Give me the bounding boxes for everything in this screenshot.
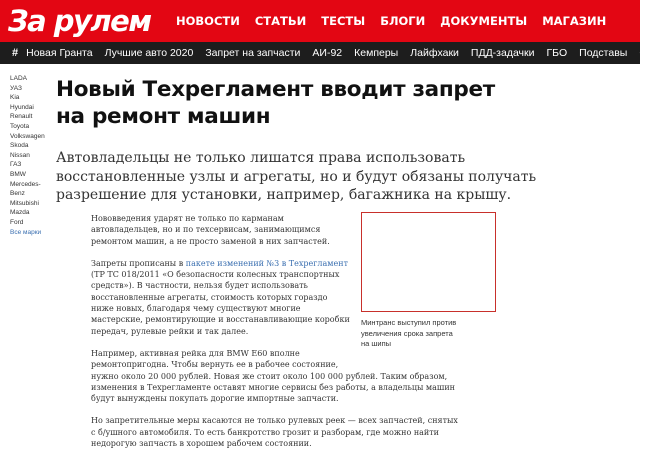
text-line: восстановленные агрегаты, стоимость которых гораздо: [91, 292, 328, 302]
tag-link[interactable]: Запрет на запчасти: [205, 47, 301, 59]
paragraph: [91, 348, 456, 404]
article-lead: [56, 149, 596, 205]
tag-link[interactable]: Подставы: [579, 47, 628, 59]
tag-link[interactable]: Лучшие авто 2020: [104, 47, 194, 59]
nav-item-articles[interactable]: СТАТЬИ: [254, 14, 307, 28]
tag-link[interactable]: Кемперы: [354, 47, 399, 59]
caption-line: на шипы: [361, 339, 392, 348]
caption-line: увеличения срока запрета: [361, 328, 453, 338]
nav-item-blogs[interactable]: БЛОГИ: [380, 14, 426, 28]
tag-link[interactable]: АИ-92: [312, 47, 343, 59]
sidebar-brand-link[interactable]: ГАЗ: [10, 161, 22, 169]
article-title-line: Новый Техрегламент вводит запрет: [56, 77, 495, 102]
tag-link[interactable]: Св: [639, 47, 653, 59]
text-line: Нововведения ударят не только по карманам: [91, 214, 284, 223]
text-line: изменения в Техрегламенте оставят многие сервисы без работы, а владельцы машин: [91, 382, 456, 392]
sidebar-brand-link[interactable]: Renault: [10, 113, 33, 121]
tech-regulation-link[interactable]: пакете изменений №3 в Техрегламент: [185, 258, 348, 268]
tags-bar: [0, 42, 653, 64]
related-article-image[interactable]: [361, 212, 496, 312]
paragraph: [91, 213, 359, 247]
top-header: [0, 0, 640, 42]
lead-line: Автовладельцы не только лишатся права использовать: [56, 150, 466, 166]
text-line: ремонтопригодна. Чтобы вернуть ее в рабочее состояние,: [91, 360, 339, 370]
brands-sidebar: [10, 74, 50, 237]
sidebar-brand-link[interactable]: LADA: [10, 75, 27, 82]
text-line: средств»). В частности, нельзя будет использовать: [91, 281, 308, 291]
paragraph: [91, 415, 458, 449]
text-line: Запреты прописаны в: [91, 258, 186, 268]
text-line: Но запретительные меры касаются не только рулевых реек — всех запчастей, снятых: [91, 416, 458, 426]
text-line: Например, активная рейка для BMW E60 вполне: [91, 348, 300, 358]
text-line: нужно около 20 000 рублей. Новая же стоит около 100 000 рублей. Таким образом,: [91, 371, 448, 381]
main-nav: [176, 0, 621, 42]
sidebar-brand-link[interactable]: Volkswagen: [10, 132, 45, 140]
lead-line: разрешение для установки, например, багажника на крышу.: [56, 187, 512, 203]
sidebar-brand-link[interactable]: Mitsubishi: [10, 199, 39, 207]
related-article-caption[interactable]: [361, 318, 496, 350]
tag-link[interactable]: Лайфхаки: [410, 47, 459, 59]
sidebar-brand-link[interactable]: Mazda: [10, 209, 30, 217]
sidebar-brand-link[interactable]: Hyundai: [10, 103, 34, 111]
sidebar-brand-link[interactable]: УАЗ: [10, 84, 22, 92]
site-logo[interactable]: За рулем: [8, 4, 151, 38]
tag-link[interactable]: Новая Гранта: [26, 47, 93, 59]
nav-item-news[interactable]: НОВОСТИ: [176, 14, 240, 28]
sidebar-brand-link[interactable]: Ford: [10, 218, 24, 226]
text-line: мастерские, ремонтирующие и восстанавливающие коробки: [91, 315, 350, 325]
text-line: ниже новых, благодаря чему существуют многие: [91, 304, 301, 314]
nav-item-shop[interactable]: МАГАЗИН: [542, 14, 607, 28]
article-title-line: на ремонт машин: [56, 104, 271, 129]
hash-icon: #: [12, 47, 19, 59]
text-line: будут вынуждены покупать дорогие импортные запчасти.: [91, 394, 339, 404]
text-line: передач, рулевые рейки и так далее.: [91, 326, 249, 336]
sidebar-brand-link[interactable]: BMW: [10, 170, 26, 178]
sidebar-brand-link[interactable]: Kia: [10, 94, 20, 102]
text-line: с б/ушного автомобиля. То есть банкротство грозит и разборам, где можно найти: [91, 427, 440, 437]
nav-item-documents[interactable]: ДОКУМЕНТЫ: [440, 14, 528, 28]
paragraph: [91, 258, 359, 337]
article-title: [56, 76, 576, 130]
sidebar-brand-link[interactable]: Benz: [10, 190, 25, 198]
sidebar-brand-link[interactable]: Mercedes-: [10, 180, 41, 188]
tag-link[interactable]: ПДД-задачки: [470, 47, 535, 59]
text-line: (ТР ТС 018/2011 «О безопасности колесных транспортных: [91, 270, 340, 280]
tag-link[interactable]: ГБО: [546, 47, 568, 59]
sidebar-brand-link[interactable]: Skoda: [10, 142, 29, 150]
text-line: ремонтом машин, а не просто заменой в них запчастей.: [91, 236, 330, 246]
nav-item-tests[interactable]: ТЕСТЫ: [321, 14, 366, 28]
text-line: недорогую запчасть в хорошем рабочем состоянии.: [91, 439, 312, 449]
sidebar-brand-link[interactable]: Nissan: [10, 151, 30, 159]
caption-line: Минтранс выступил против: [361, 318, 457, 327]
sidebar-brand-link[interactable]: Toyota: [10, 122, 30, 130]
all-brands-link[interactable]: Все марки: [10, 228, 42, 236]
text-line: автовладельцев, но и по техсервисам, занимающимся: [91, 225, 321, 235]
lead-line: восстановленные узлы и агрегаты, но и будут обязаны получать: [56, 168, 537, 185]
